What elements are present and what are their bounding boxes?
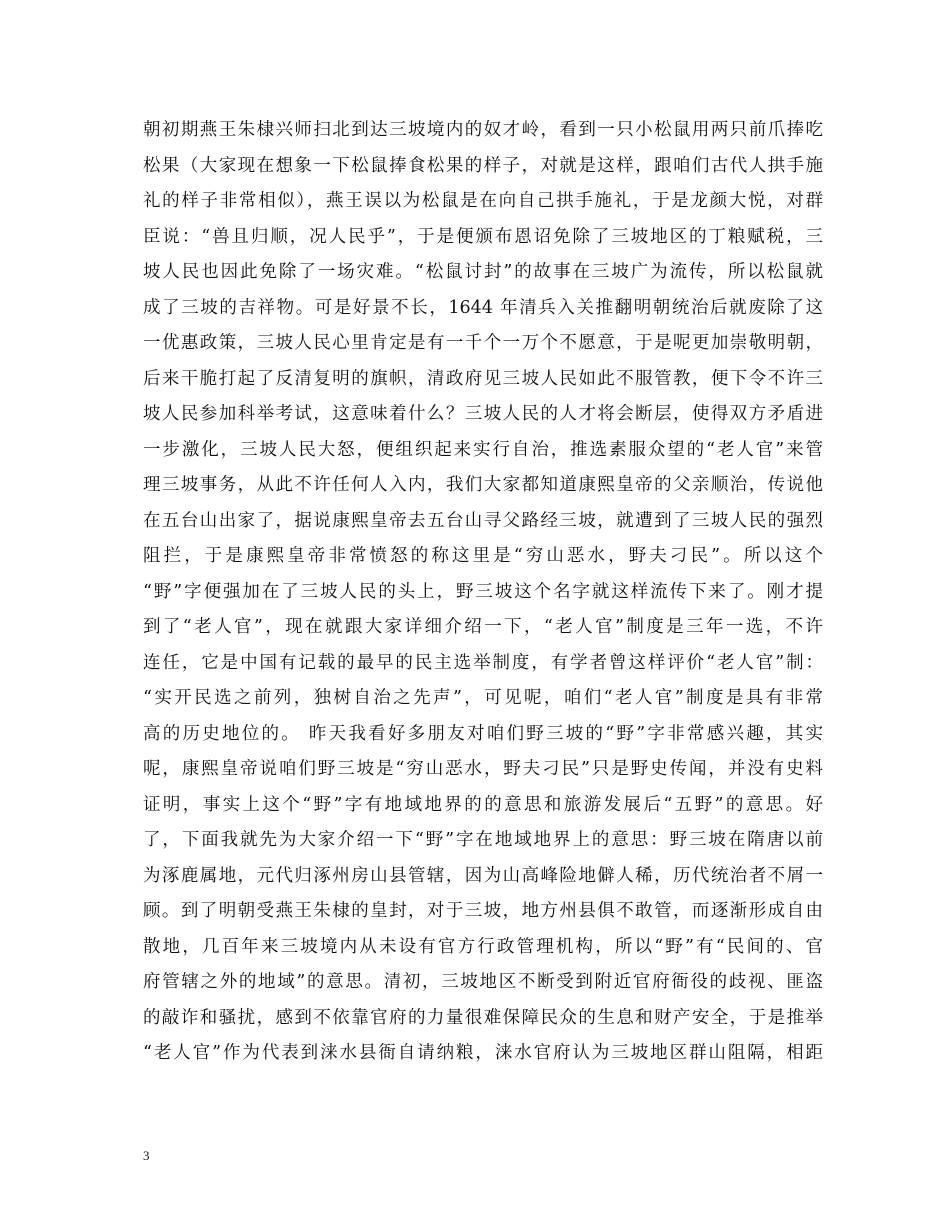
text-line: 坡人民也因此免除了一场灾难。“松鼠讨封”的故事在三坡广为流传，所以松鼠就 bbox=[143, 262, 823, 282]
text-line: 散地，几百年来三坡境内从未设有官方行政管理机构，所以“野”有“民间的、官 bbox=[143, 936, 823, 957]
text-line: “野”字便强加在了三坡人民的头上，野三坡这个名字就这样流传下来了。刚才提 bbox=[143, 581, 823, 602]
text-line: 后来干脆打起了反清复明的旗帜，清政府见三坡人民如此不服管教，便下令不许三 bbox=[143, 368, 823, 389]
text-line: 了，下面我就先为大家介绍一下“野”字在地域地界上的意思：野三坡在隋唐以前 bbox=[143, 830, 823, 850]
text-line: 一步激化，三坡人民大怒，便组织起来实行自治，推选素服众望的“老人官”来管 bbox=[143, 439, 823, 460]
text-line: 成了三坡的吉祥物。可是好景不长，1644 年清兵入关推翻明朝统治后就废除了这 bbox=[143, 297, 823, 318]
text-line: 礼的样子非常相似），燕王误以为松鼠是在向自己拱手施礼，于是龙颜大悦，对群 bbox=[143, 191, 823, 211]
text-line: 连任，它是中国有记载的最早的民主选举制度，有学者曾这样评价“老人官”制： bbox=[143, 652, 823, 673]
text-line: 证明，事实上这个“野”字有地域地界的的意思和旅游发展后“五野”的意思。好 bbox=[143, 794, 823, 815]
text-line: 为涿鹿属地，元代归涿州房山县管辖，因为山高峰险地僻人稀，历代统治者不屑一 bbox=[143, 865, 823, 886]
text-line: 的敲诈和骚扰，感到不依靠官府的力量很难保障民众的生息和财产安全，于是推举 bbox=[143, 1007, 823, 1028]
text-line: 府管辖之外的地域”的意思。清初，三坡地区不断受到附近官府衙役的歧视、匪盗 bbox=[143, 972, 823, 992]
text-line: 臣说：“兽且归顺，况人民乎”，于是便颁布恩诏免除了三坡地区的丁粮赋税，三 bbox=[143, 226, 823, 247]
text-line: “实开民选之前列，独树自治之先声”，可见呢，咱们“老人官”制度是具有非常 bbox=[143, 688, 823, 708]
body-text bbox=[143, 113, 823, 1072]
text-line: 坡人民参加科举考试，这意味着什么？三坡人民的人才将会断层，使得双方矛盾进 bbox=[143, 404, 823, 424]
text-line: 阻拦，于是康熙皇帝非常愤怒的称这里是“穷山恶水，野夫刁民”。所以这个 bbox=[143, 546, 823, 566]
text-line: 高的历史地位的。 昨天我看好多朋友对咱们野三坡的“野”字非常感兴趣，其实 bbox=[143, 723, 823, 744]
text-line: 到了“老人官”，现在就跟大家详细介绍一下，“老人官”制度是三年一选，不许 bbox=[143, 617, 823, 637]
text-line: 呢，康熙皇帝说咱们野三坡是“穷山恶水，野夫刁民”只是野史传闻，并没有史料 bbox=[143, 759, 823, 779]
text-line: “老人官”作为代表到涞水县衙自请纳粮，涞水官府认为三坡地区群山阻隔，相距 bbox=[143, 1043, 823, 1063]
text-line: 朝初期燕王朱棣兴师扫北到达三坡境内的奴才岭，看到一只小松鼠用两只前爪捧吃 bbox=[143, 120, 823, 140]
text-line: 在五台山出家了，据说康熙皇帝去五台山寻父路经三坡，就遭到了三坡人民的强烈 bbox=[143, 510, 823, 531]
page-number: 3 bbox=[143, 1148, 150, 1163]
text-line: 松果（大家现在想象一下松鼠捧食松果的样子，对就是这样，跟咱们古代人拱手施 bbox=[143, 155, 823, 176]
text-line: 顾。到了明朝受燕王朱棣的皇封，对于三坡，地方州县俱不敢管，而逐渐形成自由 bbox=[143, 901, 823, 921]
text-line: 理三坡事务，从此不许任何人入内，我们大家都知道康熙皇帝的父亲顺治，传说他 bbox=[143, 475, 823, 495]
text-line: 一优惠政策，三坡人民心里肯定是有一千个一万个不愿意，于是呢更加崇敬明朝， bbox=[143, 333, 823, 353]
